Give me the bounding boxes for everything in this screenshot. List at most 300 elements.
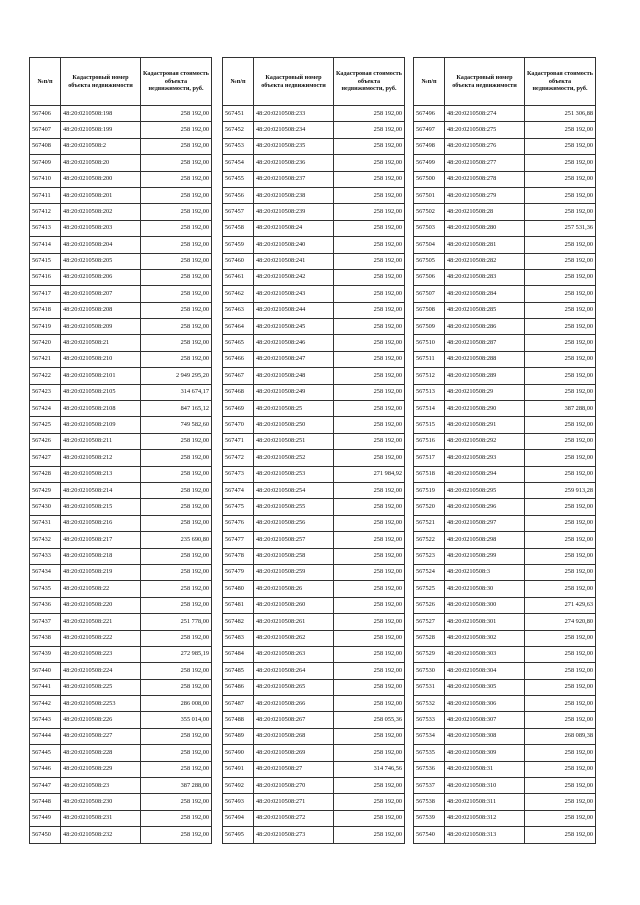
cadastral-number: 48:20:0210508:234 xyxy=(254,122,334,138)
table-row xyxy=(223,204,405,220)
row-number: 567518 xyxy=(414,466,445,482)
table-row xyxy=(30,138,212,154)
cadastral-cost: 258 192,00 xyxy=(141,761,212,777)
row-number: 567536 xyxy=(414,761,445,777)
table-row xyxy=(30,761,212,777)
cadastral-cost: 314 674,17 xyxy=(141,384,212,400)
cadastral-cost: 258 192,00 xyxy=(141,335,212,351)
cadastral-cost: 258 192,00 xyxy=(334,237,405,253)
cadastral-cost: 258 192,00 xyxy=(525,761,596,777)
row-number: 567439 xyxy=(30,646,61,662)
row-number: 567450 xyxy=(30,827,61,843)
row-number: 567534 xyxy=(414,728,445,744)
cadastral-cost: 258 192,00 xyxy=(141,679,212,695)
cadastral-cost: 258 192,00 xyxy=(525,778,596,794)
table-row xyxy=(223,286,405,302)
table-row xyxy=(414,171,596,187)
cadastral-cost: 258 192,00 xyxy=(525,794,596,810)
row-number: 567469 xyxy=(223,401,254,417)
cadastral-number: 48:20:0210508:265 xyxy=(254,679,334,695)
row-number: 567507 xyxy=(414,286,445,302)
cadastral-cost: 258 192,00 xyxy=(141,794,212,810)
row-number: 567418 xyxy=(30,302,61,318)
cadastral-number: 48:20:0210508:219 xyxy=(61,564,141,580)
row-number: 567514 xyxy=(414,401,445,417)
table-row xyxy=(223,548,405,564)
table-row xyxy=(223,581,405,597)
table-row xyxy=(223,335,405,351)
table-body xyxy=(223,106,405,844)
row-number: 567414 xyxy=(30,237,61,253)
header-cadastral-number: Кадастровый номер объекта недвижимости xyxy=(254,58,334,106)
cadastral-cost: 258 192,00 xyxy=(334,515,405,531)
cadastral-number: 48:20:0210508:232 xyxy=(61,827,141,843)
row-number: 567409 xyxy=(30,155,61,171)
cadastral-cost: 258 192,00 xyxy=(334,106,405,122)
row-number: 567407 xyxy=(30,122,61,138)
cadastral-number: 48:20:0210508:261 xyxy=(254,614,334,630)
cadastral-number: 48:20:0210508:279 xyxy=(445,187,525,203)
cadastral-number: 48:20:0210508:221 xyxy=(61,614,141,630)
table-row xyxy=(414,646,596,662)
cadastral-cost: 258 192,00 xyxy=(334,220,405,236)
table-row xyxy=(30,466,212,482)
row-number: 567495 xyxy=(223,827,254,843)
cadastral-cost: 258 192,00 xyxy=(334,696,405,712)
row-number: 567468 xyxy=(223,384,254,400)
cadastral-cost: 258 192,00 xyxy=(525,286,596,302)
cadastral-number: 48:20:0210508:258 xyxy=(254,548,334,564)
table-row xyxy=(30,663,212,679)
cadastral-number: 48:20:0210508:280 xyxy=(445,220,525,236)
cadastral-number: 48:20:0210508:224 xyxy=(61,663,141,679)
row-number: 567488 xyxy=(223,712,254,728)
row-number: 567533 xyxy=(414,712,445,728)
cadastral-cost: 749 582,60 xyxy=(141,417,212,433)
cadastral-cost: 258 192,00 xyxy=(141,204,212,220)
table-row xyxy=(30,237,212,253)
cadastral-number: 48:20:0210508:266 xyxy=(254,696,334,712)
cadastral-number: 48:20:0210508:254 xyxy=(254,482,334,498)
cadastral-number: 48:20:0210508:209 xyxy=(61,319,141,335)
cadastral-cost: 258 192,00 xyxy=(141,351,212,367)
cadastral-number: 48:20:0210508:20 xyxy=(61,155,141,171)
cadastral-cost: 258 192,00 xyxy=(334,450,405,466)
cadastral-number: 48:20:0210508:228 xyxy=(61,745,141,761)
row-number: 567484 xyxy=(223,646,254,662)
table-row xyxy=(414,450,596,466)
table-row xyxy=(223,269,405,285)
table-row xyxy=(414,614,596,630)
cadastral-cost: 258 192,00 xyxy=(334,548,405,564)
table-row xyxy=(414,827,596,843)
cadastral-number: 48:20:0210508:270 xyxy=(254,778,334,794)
row-number: 567423 xyxy=(30,384,61,400)
row-number: 567504 xyxy=(414,237,445,253)
cadastral-cost: 258 192,00 xyxy=(141,253,212,269)
cadastral-cost: 258 192,00 xyxy=(334,253,405,269)
row-number: 567522 xyxy=(414,532,445,548)
cadastral-number: 48:20:0210508:205 xyxy=(61,253,141,269)
table-row xyxy=(30,597,212,613)
row-number: 567510 xyxy=(414,335,445,351)
cadastral-cost: 258 192,00 xyxy=(141,187,212,203)
row-number: 567424 xyxy=(30,401,61,417)
row-number: 567432 xyxy=(30,532,61,548)
table-row xyxy=(30,433,212,449)
cadastral-number: 48:20:0210508:294 xyxy=(445,466,525,482)
row-number: 567532 xyxy=(414,696,445,712)
row-number: 567446 xyxy=(30,761,61,777)
row-number: 567523 xyxy=(414,548,445,564)
table-row xyxy=(414,237,596,253)
cadastral-cost: 258 192,00 xyxy=(334,614,405,630)
cadastral-number: 48:20:0210508:255 xyxy=(254,499,334,515)
cadastral-cost: 258 192,00 xyxy=(141,499,212,515)
cadastral-cost: 258 192,00 xyxy=(525,187,596,203)
cadastral-cost: 268 089,38 xyxy=(525,728,596,744)
row-number: 567503 xyxy=(414,220,445,236)
row-number: 567408 xyxy=(30,138,61,154)
cadastral-cost: 258 192,00 xyxy=(141,450,212,466)
cadastral-cost: 258 192,00 xyxy=(525,532,596,548)
cadastral-cost: 258 192,00 xyxy=(334,794,405,810)
row-number: 567511 xyxy=(414,351,445,367)
table-row xyxy=(414,319,596,335)
header-cadastral-cost: Кадастровая стоимость объекта недвижимости, руб. xyxy=(141,58,212,106)
row-number: 567524 xyxy=(414,564,445,580)
table-row xyxy=(30,482,212,498)
table-row xyxy=(414,187,596,203)
cadastral-cost: 258 192,00 xyxy=(334,597,405,613)
cadastral-cost: 258 192,00 xyxy=(525,171,596,187)
cadastral-number: 48:20:0210508:257 xyxy=(254,532,334,548)
row-number: 567412 xyxy=(30,204,61,220)
cadastral-number: 48:20:0210508:288 xyxy=(445,351,525,367)
table-row xyxy=(414,728,596,744)
cadastral-number: 48:20:0210508:273 xyxy=(254,827,334,843)
cadastral-cost: 251 778,00 xyxy=(141,614,212,630)
cadastral-number: 48:20:0210508:291 xyxy=(445,417,525,433)
cadastral-number: 48:20:0210508:240 xyxy=(254,237,334,253)
row-number: 567411 xyxy=(30,187,61,203)
row-number: 567485 xyxy=(223,663,254,679)
cadastral-cost: 258 192,00 xyxy=(525,827,596,843)
cadastral-number: 48:20:0210508:310 xyxy=(445,778,525,794)
table-row xyxy=(414,122,596,138)
row-number: 567429 xyxy=(30,482,61,498)
table-row xyxy=(30,499,212,515)
table-row xyxy=(30,548,212,564)
cadastral-number: 48:20:0210508:229 xyxy=(61,761,141,777)
table-row xyxy=(30,581,212,597)
cadastral-cost: 258 192,00 xyxy=(334,827,405,843)
cadastral-number: 48:20:0210508:306 xyxy=(445,696,525,712)
table-row xyxy=(30,614,212,630)
table-row xyxy=(30,220,212,236)
table-row xyxy=(223,499,405,515)
table-row xyxy=(223,827,405,843)
cadastral-cost: 258 192,00 xyxy=(334,679,405,695)
row-number: 567498 xyxy=(414,138,445,154)
cadastral-number: 48:20:0210508:220 xyxy=(61,597,141,613)
row-number: 567538 xyxy=(414,794,445,810)
cadastral-cost: 258 192,00 xyxy=(141,564,212,580)
row-number: 567537 xyxy=(414,778,445,794)
table-row xyxy=(414,269,596,285)
cadastral-number: 48:20:0210508:216 xyxy=(61,515,141,531)
cadastral-number: 48:20:0210508:282 xyxy=(445,253,525,269)
table-row xyxy=(30,417,212,433)
cadastral-number: 48:20:0210508:213 xyxy=(61,466,141,482)
row-number: 567458 xyxy=(223,220,254,236)
cadastral-number: 48:20:0210508:26 xyxy=(254,581,334,597)
cadastral-number: 48:20:0210508:223 xyxy=(61,646,141,662)
cadastral-cost: 258 192,00 xyxy=(141,548,212,564)
cadastral-number: 48:20:0210508:278 xyxy=(445,171,525,187)
cadastral-number: 48:20:0210508:244 xyxy=(254,302,334,318)
cadastral-number: 48:20:0210508:289 xyxy=(445,368,525,384)
cadastral-number: 48:20:0210508:269 xyxy=(254,745,334,761)
cadastral-cost: 258 192,00 xyxy=(525,564,596,580)
table-row xyxy=(414,351,596,367)
cadastral-number: 48:20:0210508:198 xyxy=(61,106,141,122)
row-number: 567457 xyxy=(223,204,254,220)
cadastral-number: 48:20:0210508:260 xyxy=(254,597,334,613)
header-row xyxy=(223,58,405,106)
cadastral-cost: 258 192,00 xyxy=(334,433,405,449)
cadastral-number: 48:20:0210508:203 xyxy=(61,220,141,236)
header-num: №п/п xyxy=(30,58,61,106)
row-number: 567493 xyxy=(223,794,254,810)
table-row xyxy=(30,679,212,695)
cadastral-number: 48:20:0210508:283 xyxy=(445,269,525,285)
cadastral-number: 48:20:0210508:2101 xyxy=(61,368,141,384)
table-row xyxy=(30,778,212,794)
table-row xyxy=(223,368,405,384)
cadastral-number: 48:20:0210508:233 xyxy=(254,106,334,122)
table-row xyxy=(223,171,405,187)
row-number: 567466 xyxy=(223,351,254,367)
row-number: 567453 xyxy=(223,138,254,154)
row-number: 567431 xyxy=(30,515,61,531)
cadastral-number: 48:20:0210508:21 xyxy=(61,335,141,351)
row-number: 567420 xyxy=(30,335,61,351)
table-row xyxy=(30,564,212,580)
cadastral-cost: 258 192,00 xyxy=(525,335,596,351)
cadastral-cost: 258 192,00 xyxy=(334,810,405,826)
cadastral-number: 48:20:0210508:293 xyxy=(445,450,525,466)
table-row xyxy=(414,761,596,777)
cadastral-number: 48:20:0210508:231 xyxy=(61,810,141,826)
table-row xyxy=(414,778,596,794)
cadastral-number: 48:20:0210508:210 xyxy=(61,351,141,367)
cadastral-number: 48:20:0210508:301 xyxy=(445,614,525,630)
table-row xyxy=(30,335,212,351)
cadastral-number: 48:20:0210508:298 xyxy=(445,532,525,548)
header-num: №п/п xyxy=(414,58,445,106)
cadastral-cost: 258 192,00 xyxy=(525,663,596,679)
row-number: 567540 xyxy=(414,827,445,843)
table-row xyxy=(223,728,405,744)
row-number: 567471 xyxy=(223,433,254,449)
cadastral-number: 48:20:0210508:2 xyxy=(61,138,141,154)
cadastral-cost: 258 192,00 xyxy=(141,728,212,744)
row-number: 567491 xyxy=(223,761,254,777)
table-row xyxy=(30,630,212,646)
table-row xyxy=(223,712,405,728)
table-row xyxy=(414,712,596,728)
table-row xyxy=(30,696,212,712)
cadastral-number: 48:20:0210508:207 xyxy=(61,286,141,302)
table-row xyxy=(414,532,596,548)
row-number: 567456 xyxy=(223,187,254,203)
cadastral-cost: 258 192,00 xyxy=(334,155,405,171)
cadastral-number: 48:20:0210508:238 xyxy=(254,187,334,203)
cadastral-number: 48:20:0210508:309 xyxy=(445,745,525,761)
row-number: 567464 xyxy=(223,319,254,335)
cadastral-number: 48:20:0210508:30 xyxy=(445,581,525,597)
table-row xyxy=(414,286,596,302)
table-row xyxy=(414,794,596,810)
cadastral-number: 48:20:0210508:268 xyxy=(254,728,334,744)
table-row xyxy=(30,253,212,269)
cadastral-cost: 258 192,00 xyxy=(334,646,405,662)
cadastral-cost: 258 192,00 xyxy=(525,155,596,171)
row-number: 567437 xyxy=(30,614,61,630)
cadastral-number: 48:20:0210508:31 xyxy=(445,761,525,777)
table-row xyxy=(30,171,212,187)
table-row xyxy=(414,564,596,580)
cadastral-number: 48:20:0210508:218 xyxy=(61,548,141,564)
row-number: 567430 xyxy=(30,499,61,515)
cadastral-number: 48:20:0210508:25 xyxy=(254,401,334,417)
row-number: 567441 xyxy=(30,679,61,695)
cadastral-cost: 258 192,00 xyxy=(525,466,596,482)
cadastral-cost: 258 192,00 xyxy=(525,302,596,318)
row-number: 567527 xyxy=(414,614,445,630)
table-row xyxy=(223,679,405,695)
cadastral-cost: 258 192,00 xyxy=(334,286,405,302)
row-number: 567509 xyxy=(414,319,445,335)
cadastral-cost: 258 192,00 xyxy=(334,335,405,351)
cadastral-number: 48:20:0210508:295 xyxy=(445,482,525,498)
row-number: 567465 xyxy=(223,335,254,351)
row-number: 567425 xyxy=(30,417,61,433)
cadastral-number: 48:20:0210508:246 xyxy=(254,335,334,351)
cadastral-cost: 258 192,00 xyxy=(141,466,212,482)
table-row xyxy=(414,220,596,236)
table-row xyxy=(223,646,405,662)
table-row xyxy=(223,532,405,548)
cadastral-number: 48:20:0210508:304 xyxy=(445,663,525,679)
row-number: 567459 xyxy=(223,237,254,253)
cadastral-cost: 258 192,00 xyxy=(334,745,405,761)
cadastral-cost: 258 192,00 xyxy=(141,597,212,613)
table-row xyxy=(414,138,596,154)
table-row xyxy=(223,696,405,712)
cadastral-cost: 258 192,00 xyxy=(525,253,596,269)
cadastral-cost: 258 192,00 xyxy=(141,827,212,843)
row-number: 567513 xyxy=(414,384,445,400)
row-number: 567486 xyxy=(223,679,254,695)
table-row xyxy=(223,466,405,482)
table-row xyxy=(414,548,596,564)
table-row xyxy=(414,482,596,498)
row-number: 567529 xyxy=(414,646,445,662)
table-row xyxy=(223,384,405,400)
cadastral-number: 48:20:0210508:296 xyxy=(445,499,525,515)
table-row xyxy=(30,319,212,335)
row-number: 567444 xyxy=(30,728,61,744)
cadastral-cost: 258 192,00 xyxy=(334,269,405,285)
cadastral-cost: 258 192,00 xyxy=(525,499,596,515)
row-number: 567526 xyxy=(414,597,445,613)
cadastral-cost: 258 192,00 xyxy=(141,286,212,302)
table-body xyxy=(30,106,212,844)
row-number: 567508 xyxy=(414,302,445,318)
row-number: 567436 xyxy=(30,597,61,613)
cadastral-cost: 258 192,00 xyxy=(334,532,405,548)
table-row xyxy=(414,499,596,515)
table-row xyxy=(223,417,405,433)
cadastral-cost: 258 192,00 xyxy=(141,581,212,597)
header-cadastral-cost: Кадастровая стоимость объекта недвижимости, руб. xyxy=(525,58,596,106)
cadastral-number: 48:20:0210508:245 xyxy=(254,319,334,335)
table-row xyxy=(414,302,596,318)
cadastral-number: 48:20:0210508:2253 xyxy=(61,696,141,712)
cadastral-cost: 258 192,00 xyxy=(525,696,596,712)
cadastral-cost: 258 192,00 xyxy=(334,663,405,679)
cadastral-cost: 258 192,00 xyxy=(141,171,212,187)
table-row xyxy=(414,433,596,449)
cadastral-cost: 258 192,00 xyxy=(334,138,405,154)
table-row xyxy=(223,351,405,367)
table-row xyxy=(30,187,212,203)
table-row xyxy=(223,319,405,335)
cadastral-number: 48:20:0210508:263 xyxy=(254,646,334,662)
row-number: 567480 xyxy=(223,581,254,597)
table-row xyxy=(223,564,405,580)
cadastral-number: 48:20:0210508:201 xyxy=(61,187,141,203)
cadastral-cost: 258 192,00 xyxy=(141,106,212,122)
row-number: 567528 xyxy=(414,630,445,646)
row-number: 567406 xyxy=(30,106,61,122)
cadastral-number: 48:20:0210508:281 xyxy=(445,237,525,253)
table-row xyxy=(223,597,405,613)
header-cadastral-number: Кадастровый номер объекта недвижимости xyxy=(61,58,141,106)
cadastral-number: 48:20:0210508:274 xyxy=(445,106,525,122)
cadastral-cost: 258 192,00 xyxy=(525,417,596,433)
table-row xyxy=(30,286,212,302)
cadastral-number: 48:20:0210508:22 xyxy=(61,581,141,597)
row-number: 567433 xyxy=(30,548,61,564)
row-number: 567477 xyxy=(223,532,254,548)
row-number: 567461 xyxy=(223,269,254,285)
cadastral-number: 48:20:0210508:275 xyxy=(445,122,525,138)
cadastral-table-1 xyxy=(29,57,212,844)
cadastral-cost: 258 192,00 xyxy=(525,712,596,728)
cadastral-cost: 387 288,00 xyxy=(525,401,596,417)
cadastral-cost: 235 690,80 xyxy=(141,532,212,548)
row-number: 567413 xyxy=(30,220,61,236)
table-row xyxy=(223,614,405,630)
cadastral-cost: 257 531,36 xyxy=(525,220,596,236)
cadastral-number: 48:20:0210508:200 xyxy=(61,171,141,187)
cadastral-number: 48:20:0210508:212 xyxy=(61,450,141,466)
table-row xyxy=(223,745,405,761)
row-number: 567443 xyxy=(30,712,61,728)
